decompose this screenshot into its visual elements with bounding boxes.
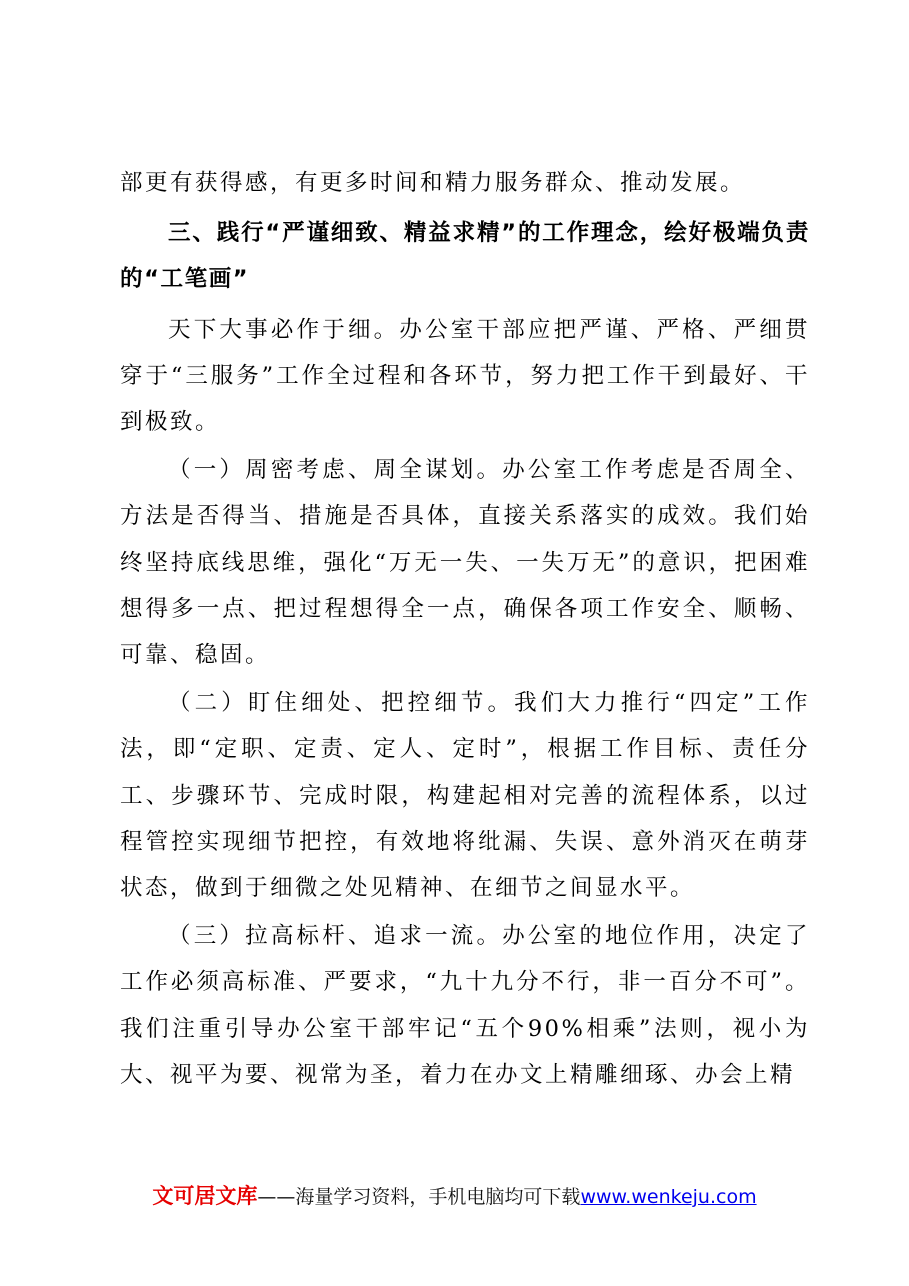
- paragraph-two: （二）盯住细处、把控细节。我们大力推行“四定”工作法，即“定职、定责、定人、定时”，根据工作目标、责任分工、步骤环节、完成时限，构建起相对完善的流程体系，以过程管控实现细节把控，有效地将纰漏、失误、意外消灭在萌芽状态，做到于细微之处见精神、在细节之间显水平。: [120, 690, 810, 902]
- paragraph-one: （一）周密考虑、周全谋划。办公室工作考虑是否周全、方法是否得当、措施是否具体，直接关系落实的成效。我们始终坚持底线思维，强化“万无一失、一失万无”的意识，把困难想得多一点、把过程想得全一点，确保各项工作安全、顺畅、可靠、稳固。: [120, 457, 810, 669]
- continuation-paragraph: 部更有获得感，有更多时间和精力服务群众、推动发展。: [120, 170, 746, 196]
- paragraph-three: （三）拉高标杆、追求一流。办公室的地位作用，决定了工作必须高标准、严要求，“九十九分不行，非一百分不可”。我们注重引导办公室干部牢记“五个90%相乘”法则，视小为大、视平为要、视常为圣，着力在办文上精雕细琢、办会上精: [120, 923, 810, 1088]
- intro-paragraph: 天下大事必作于细。办公室干部应把严谨、严格、严细贯穿于“三服务”工作全过程和各环节，努力把工作干到最好、干到极致。: [120, 316, 810, 436]
- footer-slogan: ——海量学习资料，手机电脑均可下载: [257, 1186, 581, 1208]
- footer-brand: 文可居文库: [152, 1184, 258, 1208]
- page-footer: [0, 1180, 909, 1210]
- footer-website-link[interactable]: www.wenkeju.com: [580, 1186, 757, 1208]
- section-heading: 三、践行“严谨细致、精益求精”的工作理念，绘好极端负责的“工笔画”: [120, 220, 810, 293]
- document-body: [120, 160, 810, 1098]
